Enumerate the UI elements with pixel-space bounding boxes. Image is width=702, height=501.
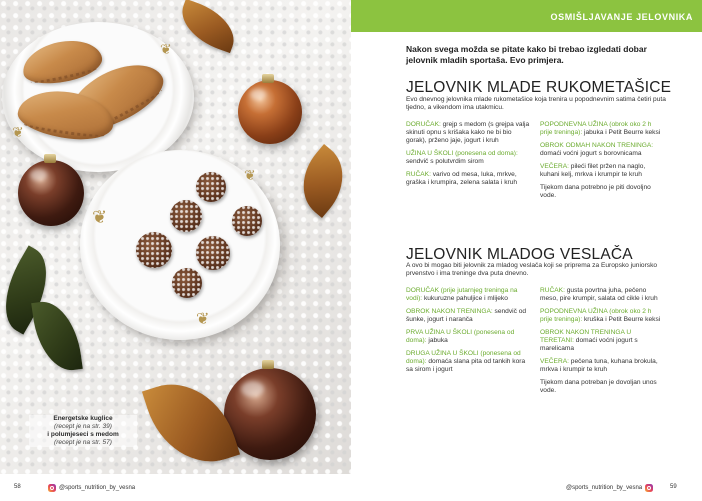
menu2-title: JELOVNIK MLADOG VESLAČA — [406, 246, 633, 263]
meal-item: RUČAK: varivo od mesa, luka, mrkve, graška i krumpira, zelena salata i kruh — [406, 171, 518, 186]
section-header-bar — [351, 0, 702, 32]
social-handle-right: @sports_nutrition_by_vesna — [566, 484, 653, 492]
plate-decoration-icon: ❦ — [160, 41, 172, 57]
meal-item: DORUČAK (prije jutarnjeg treninga na vodi): kukuruzne pahuljice i mlijeko — [406, 287, 518, 302]
menu1-title: JELOVNIK MLADE RUKOMETAŠICE — [406, 79, 672, 96]
energy-ball — [172, 268, 202, 298]
autumn-leaf — [142, 369, 240, 474]
hydration-note: Tijekom dana potrebno je piti dovoljno vode. — [540, 184, 651, 199]
christmas-ornament — [238, 80, 302, 144]
hydration-note: Tijekom dana potreban je dovoljan unos vode. — [540, 379, 657, 394]
photo-caption: Energetske kuglice (recept je na str. 39) i polumjeseci s medom (recept je na str. 57) — [29, 415, 137, 447]
autumn-leaf — [31, 297, 83, 374]
menu1-right-column — [540, 121, 664, 200]
menu2-left-column — [406, 287, 530, 379]
instagram-icon — [48, 484, 56, 492]
plate-decoration-icon: ❦ — [244, 167, 256, 183]
meal-item: OBROK ODMAH NAKON TRENINGA: domaći voćni jogurt s borovnicama — [540, 142, 654, 157]
energy-ball — [196, 236, 230, 270]
menu1-left-column — [406, 121, 530, 192]
energy-ball — [196, 172, 226, 202]
meal-item: UŽINA U ŠKOLI (ponesena od doma): sendvič s polutvrdim sirom — [406, 150, 518, 165]
energy-ball — [232, 206, 262, 236]
page-footer — [0, 474, 702, 501]
page-number-left: 58 — [14, 484, 21, 490]
page-number-right: 59 — [670, 484, 677, 490]
christmas-ornament — [224, 368, 316, 460]
menu2-intro: A ovo bi mogao biti jelovnik za mladog veslača koji se priprema za Europsko juniorsko prvenstvo i ima treninge dva puta dnevno. — [406, 262, 658, 277]
meal-item: VEČERA: pečena tuna, kuhana brokula, mrkva i krumpir te kruh — [540, 358, 658, 373]
plate-decoration-icon: ❦ — [92, 207, 108, 227]
social-handle-left: @sports_nutrition_by_vesna — [48, 484, 135, 492]
plate-decoration-icon: ❦ — [196, 311, 210, 328]
instagram-icon — [645, 484, 653, 492]
autumn-leaf — [174, 0, 243, 53]
meal-item: OBROK NAKON TRENINGA: sendvič od šunke, jogurt i naranča — [406, 308, 527, 323]
section-header-title: OSMIŠLJAVANJE JELOVNIKA — [550, 12, 693, 22]
meal-item: PRVA UŽINA U ŠKOLI (ponesena od doma): jabuka — [406, 329, 515, 344]
energy-ball — [136, 232, 172, 268]
page-intro: Nakon svega možda se pitate kako bi trebao izgledati dobar jelovnik mladih sportaša. Evo primjera. — [406, 44, 647, 65]
autumn-leaf — [287, 144, 351, 218]
meal-item: DRUGA UŽINA U ŠKOLI (ponesena od doma): domaća slana pita od tankih kora sa sirom i jogurt — [406, 350, 526, 373]
meal-item: POPODNEVNA UŽINA (obrok oko 2 h prije treninga): kruška i Petit Beurre keksi — [540, 308, 661, 323]
menu2-right-column — [540, 287, 664, 395]
menu1-intro: Evo dnevnog jelovnika mlade rukometašice koja trenira u popodnevnim satima četiri puta tjedno, a vikendom ima utakmicu. — [406, 96, 666, 111]
meal-item: VEČERA: pileći filet pržen na naglo, kuhani kelj, mrkva i krumpir te kruh — [540, 163, 646, 178]
food-photo — [0, 0, 351, 474]
meal-item: POPODNEVNA UŽINA (obrok oko 2 h prije treninga): jabuka i Petit Beurre keksi — [540, 121, 661, 136]
plate-decoration-icon: ❦ — [12, 124, 24, 140]
meal-item: RUČAK: gusta povrtna juha, pečeno meso, pire krumpir, salata od cikle i kruh — [540, 287, 658, 302]
christmas-ornament — [18, 160, 84, 226]
meal-item: DORUČAK: grejp s medom (s grejpa valja skinuti opnu s krišaka kako ne bi bio gorak), prženo jaje, jogurt i kruh — [406, 121, 530, 144]
energy-ball — [170, 200, 202, 232]
meal-item: OBROK NAKON TRENINGA U TERETANI: domaći voćni jogurt s marelicama — [540, 329, 638, 352]
